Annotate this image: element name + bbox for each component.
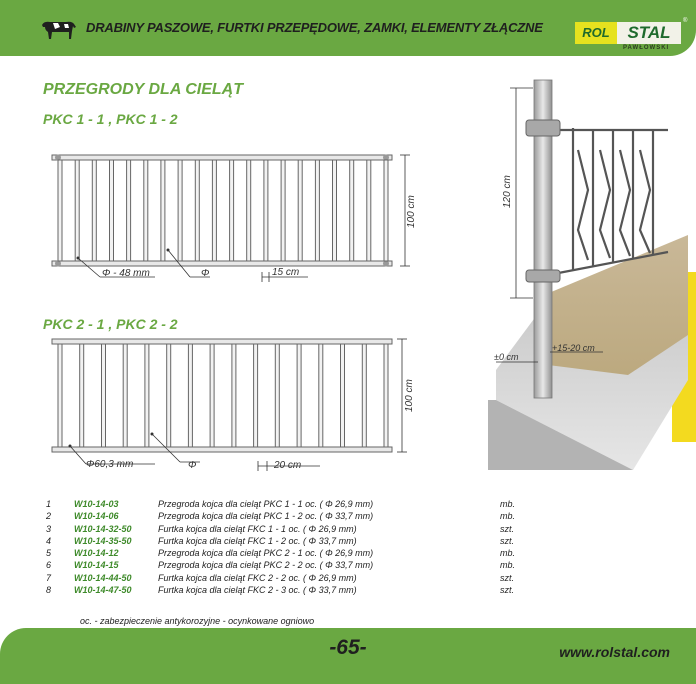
fence-bar — [297, 344, 301, 447]
table-row — [46, 585, 566, 597]
fence-bar — [102, 344, 106, 447]
drawing1-title: PKC 1 - 1 , PKC 1 - 2 — [43, 111, 178, 127]
row-number: 4 — [46, 535, 52, 546]
fence-bar — [254, 344, 258, 447]
fence-bar — [384, 160, 388, 261]
fence-bar — [178, 160, 182, 261]
product-description: Przegroda kojca dla cieląt PKC 2 - 1 oc. ( Φ 26,9 mm) — [158, 548, 374, 559]
fence-bar — [247, 160, 251, 261]
section-title: PRZEGRODY DLA CIELĄT — [43, 81, 244, 98]
drawing1-height-label: 100 cm — [406, 195, 417, 228]
fence-bar — [212, 160, 216, 261]
fence-bar — [384, 344, 388, 447]
table-row — [46, 548, 566, 560]
table-row — [46, 536, 566, 548]
fence-bar — [319, 344, 323, 447]
fence-bar — [333, 160, 337, 261]
fence-bar — [58, 160, 62, 261]
product-unit: szt. — [500, 572, 515, 583]
header-title: DRABINY PASZOWE, FURTKI PRZEPĘDOWE, ZAMKI, ELEMENTY ZŁĄCZNE — [86, 20, 543, 35]
product-table — [46, 499, 566, 597]
fence-bar — [264, 160, 268, 261]
drawing2-height-label: 100 cm — [404, 379, 415, 412]
product-code: W10-14-32-50 — [74, 523, 132, 534]
product-description: Przegroda kojca dla cieląt PKC 1 - 2 oc. ( Φ 33,7 mm) — [158, 511, 374, 522]
fence-bar — [80, 344, 84, 447]
fence-bar — [123, 344, 127, 447]
installation-photo — [488, 70, 688, 470]
product-unit: mb. — [500, 560, 516, 571]
fence-bar — [144, 160, 148, 261]
photo-ground-offset-label: +15-20 cm — [552, 343, 595, 353]
product-unit: mb. — [500, 511, 516, 522]
page-number: -65- — [329, 636, 367, 659]
logo-stal: STAL — [617, 22, 681, 44]
product-unit: mb. — [500, 499, 516, 509]
fence-bar — [362, 344, 366, 447]
product-code: W10-14-12 — [74, 548, 119, 559]
fence-bar — [110, 160, 114, 261]
table-row — [46, 560, 566, 572]
fence-bar — [75, 160, 79, 261]
product-description: Przegroda kojca dla cieląt PKC 2 - 2 oc. ( Φ 33,7 mm) — [158, 560, 374, 571]
drawing1-spacing-label: 15 cm — [272, 267, 300, 278]
table-row — [46, 573, 566, 585]
footer-bar — [0, 628, 696, 684]
drawing1-diagram — [40, 140, 440, 290]
product-unit: szt. — [500, 585, 515, 596]
note-text: oc. - zabezpieczenie antykorozyjne - ocynkowane ogniowo — [80, 616, 315, 626]
drawing2-diameter-outer-label: Φ60,3 mm — [86, 459, 134, 470]
product-code: W10-14-47-50 — [74, 585, 132, 596]
row-number: 1 — [46, 499, 52, 509]
fence-bar — [161, 160, 165, 261]
fence-bar — [275, 344, 279, 447]
product-code: W10-14-15 — [74, 560, 119, 571]
fence-bar — [298, 160, 302, 261]
fence-bar — [367, 160, 371, 261]
drawing2-diameter-inner-label: Φ — [188, 460, 197, 471]
product-description: Furtka kojca dla cieląt FKC 1 - 1 oc. ( Φ 26,9 mm) — [158, 523, 357, 534]
fence-bar — [188, 344, 192, 447]
fence-bar — [167, 344, 171, 447]
table-row — [46, 524, 566, 536]
logo-subtitle: PAWŁOWSKI — [623, 45, 670, 51]
product-code: W10-14-44-50 — [74, 572, 132, 583]
product-code: W10-14-03 — [74, 499, 119, 509]
product-description: Furtka kojca dla cieląt FKC 2 - 3 oc. ( Φ 33,7 mm) — [158, 585, 357, 596]
fence-bar — [145, 344, 149, 447]
drawing2-diagram — [40, 334, 440, 474]
drawing1-diameter-outer-label: Φ - 48 mm — [102, 268, 150, 279]
row-number: 2 — [46, 511, 52, 522]
fence-bar — [341, 344, 345, 447]
fence-bar — [210, 344, 214, 447]
cow-icon — [38, 17, 78, 43]
header-bar — [0, 0, 696, 56]
drawing2-title: PKC 2 - 1 , PKC 2 - 2 — [43, 316, 178, 332]
row-number: 6 — [46, 560, 52, 571]
table-row — [46, 499, 566, 511]
product-code: W10-14-06 — [74, 511, 119, 522]
fence-bar — [195, 160, 199, 261]
logo-rol: ROL — [575, 22, 617, 44]
row-number: 3 — [46, 523, 52, 534]
row-number: 5 — [46, 548, 52, 559]
fence-bar — [58, 344, 62, 447]
row-number: 7 — [46, 572, 52, 583]
row-number: 8 — [46, 585, 52, 596]
product-code: W10-14-35-50 — [74, 535, 132, 546]
fence-bar — [230, 160, 234, 261]
product-unit: szt. — [500, 523, 515, 534]
product-unit: szt. — [500, 535, 515, 546]
photo-ground-zero-label: ±0 cm — [494, 352, 519, 362]
logo-registered: ® — [683, 18, 688, 24]
fence-bar — [232, 344, 236, 447]
product-description: Furtka kojca dla cieląt FKC 2 - 2 oc. ( Φ 26,9 mm) — [158, 572, 357, 583]
fence-bar — [350, 160, 354, 261]
drawing1-diameter-inner-label: Φ — [201, 268, 210, 279]
product-unit: mb. — [500, 548, 516, 559]
fence-bar — [92, 160, 96, 261]
table-row — [46, 511, 566, 523]
website-link[interactable]: www.rolstal.com — [559, 644, 670, 660]
fence-bar — [127, 160, 131, 261]
product-description: Przegroda kojca dla cieląt PKC 1 - 1 oc. ( Φ 26,9 mm) — [158, 499, 374, 509]
fence-bar — [281, 160, 285, 261]
drawing2-spacing-label: 20 cm — [274, 460, 302, 471]
fence-bar — [315, 160, 319, 261]
rolstal-logo — [575, 18, 688, 52]
product-description: Furtka kojca dla cieląt FKC 1 - 2 oc. ( Φ 33,7 mm) — [158, 535, 357, 546]
photo-height-label: 120 cm — [502, 175, 513, 208]
